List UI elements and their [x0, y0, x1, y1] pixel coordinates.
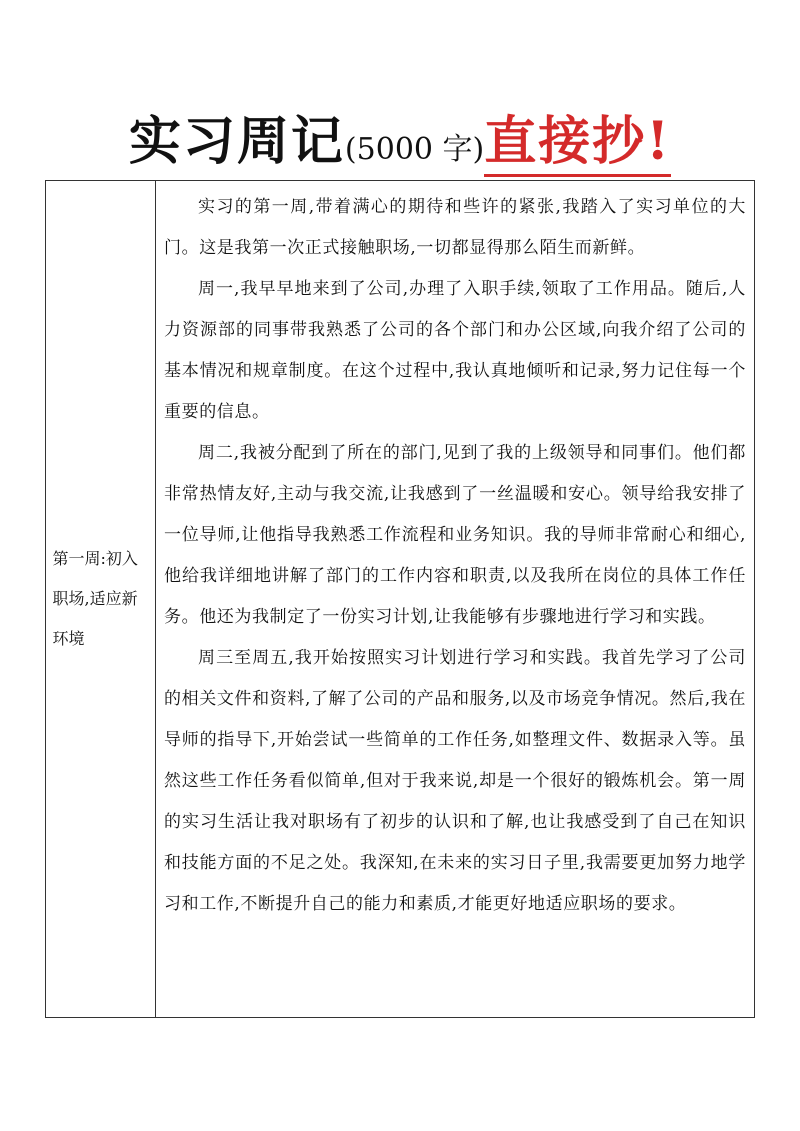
journal-paragraph: 周一,我早早地来到了公司,办理了入职手续,领取了工作用品。随后,人力资源部的同事带我熟悉了公司的各个部门和办公区域,向我介绍了公司的基本情况和规章制度。在这个过程中,我认真地倾听和记录,努力记住每一个重要的信息。 [164, 279, 746, 422]
title-main-text: 实习周记 [128, 111, 345, 172]
title-paren-close: ) [472, 132, 485, 167]
document-title [0, 106, 800, 178]
title-word-count: 5000 字 [356, 132, 473, 167]
journal-paragraph: 周三至周五,我开始按照实习计划进行学习和实践。我首先学习了公司的相关文件和资料,了解了公司的产品和服务,以及市场竞争情况。然后,我在导师的指导下,开始尝试一些简单的工作任务,如整理文件、数据录入等。虽然这些工作任务看似简单,但对于我来说,却是一个很好的锻炼机会。第一周的实习生活让我对职场有了初步的认识和了解,也让我感受到了自己在知识和技能方面的不足之处。我深知,在未来的实习日子里,我需要更加努力地学习和工作,不断提升自己的能力和素质,才能更好地适应职场的要求。 [164, 648, 746, 914]
week-label: 第一周:初入职场,适应新环境 [52, 549, 138, 648]
journal-paragraph: 周二,我被分配到了所在的部门,见到了我的上级领导和同事们。他们都非常热情友好,主动与我交流,让我感到了一丝温暖和安心。领导给我安排了一位导师,让他指导我熟悉工作流程和业务知识。我的导师非常耐心和细心,他给我详细地讲解了部门的工作内容和职责,以及我所在岗位的具体工作任务。他还为我制定了一份实习计划,让我能够有步骤地进行学习和实践。 [164, 443, 746, 627]
journal-table [45, 180, 755, 1018]
journal-body-cell [156, 181, 754, 1017]
journal-paragraph: 实习的第一周,带着满心的期待和些许的紧张,我踏入了实习单位的大门。这是我第一次正式接触职场,一切都显得那么陌生而新鲜。 [164, 197, 746, 258]
week-label-cell [46, 181, 156, 1017]
title-highlight-text: 直接抄! [484, 111, 671, 177]
title-paren-open: ( [344, 132, 357, 167]
